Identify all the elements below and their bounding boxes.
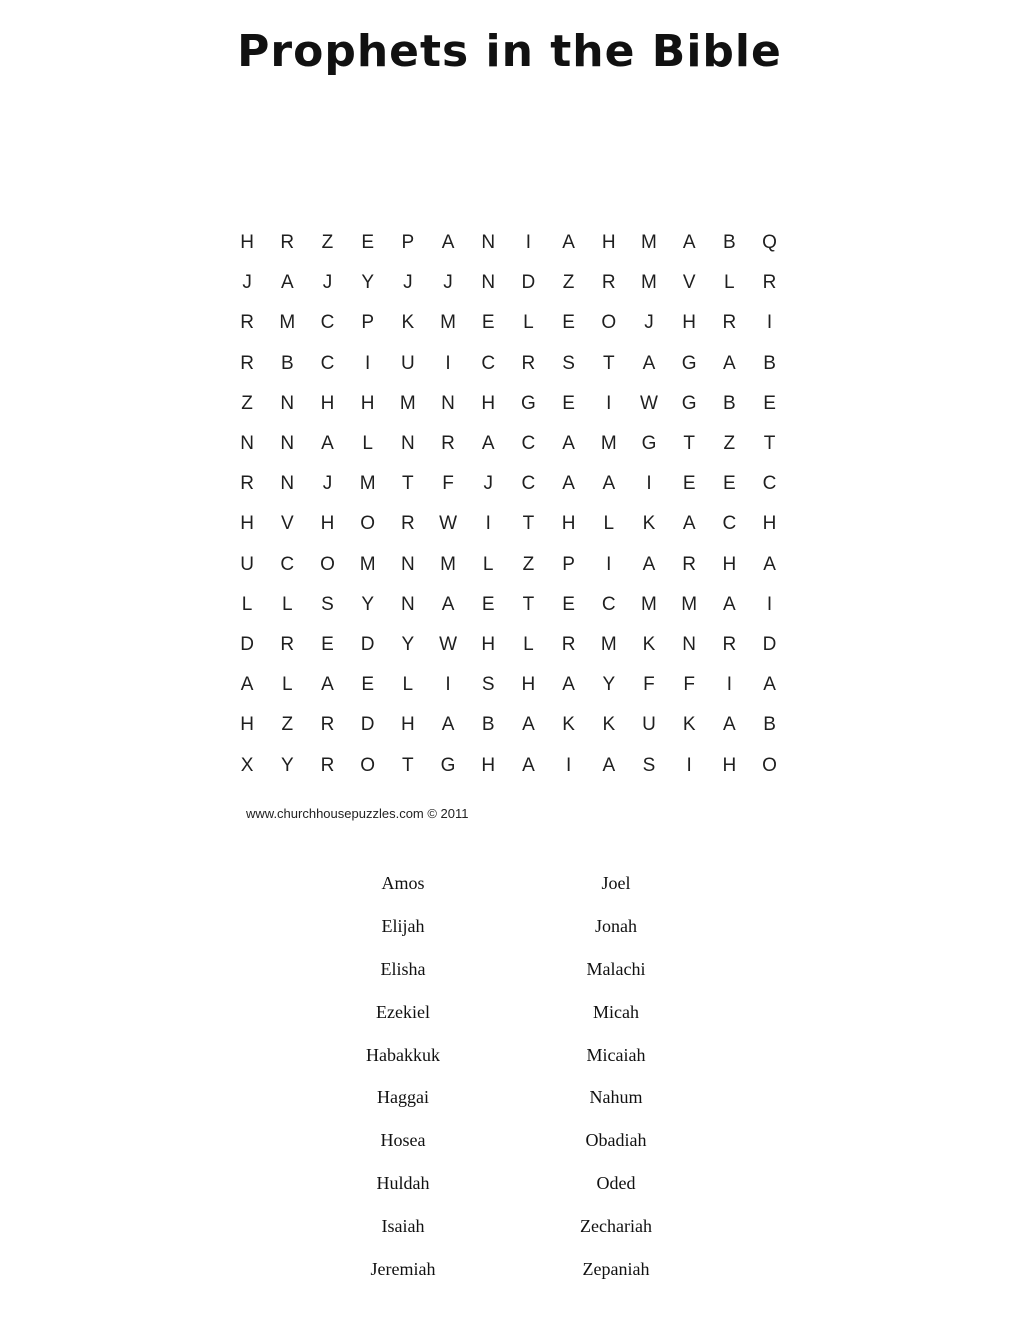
grid-letter: A — [522, 754, 535, 776]
grid-letter: P — [401, 232, 415, 254]
grid-letter: S — [321, 593, 334, 615]
grid-letter: C — [320, 312, 335, 334]
grid-letter: H — [481, 754, 496, 776]
grid-letter: A — [562, 473, 575, 495]
grid-letter: N — [400, 553, 415, 575]
grid-letter: B — [723, 392, 736, 414]
word-list-item: Jonah — [595, 915, 637, 936]
word-list-item: Huldah — [376, 1173, 430, 1194]
grid-letter: M — [681, 593, 698, 615]
grid-letter: P — [361, 312, 374, 334]
grid-letter: A — [723, 714, 736, 736]
grid-letter: E — [723, 473, 736, 495]
grid-letter: W — [640, 392, 658, 414]
grid-letter: R — [280, 633, 295, 655]
grid-letter: R — [240, 312, 254, 334]
grid-letter: S — [562, 352, 575, 374]
grid-letter: K — [682, 714, 696, 736]
grid-letter: R — [682, 553, 697, 575]
grid-letter: N — [441, 392, 455, 414]
grid-letter: W — [439, 633, 457, 655]
grid-letter: P — [562, 553, 575, 575]
grid-letter: T — [522, 593, 535, 615]
grid-letter: S — [481, 674, 495, 696]
grid-letter: M — [279, 312, 296, 334]
grid-letter: V — [682, 272, 696, 294]
grid-letter: A — [280, 272, 294, 294]
grid-letter: B — [280, 352, 294, 374]
grid-letter: Z — [562, 272, 575, 294]
grid-letter: A — [321, 674, 334, 696]
grid-letter: Z — [321, 232, 334, 254]
grid-letter: M — [600, 433, 617, 455]
grid-letter: I — [726, 674, 732, 696]
grid-letter: N — [280, 433, 295, 455]
grid-letter: J — [443, 272, 453, 294]
word-list-item: Nahum — [589, 1087, 643, 1108]
grid-letter: H — [320, 392, 335, 414]
grid-letter: A — [562, 232, 575, 254]
grid-letter: U — [642, 714, 656, 736]
word-list-item: Ezekiel — [376, 1001, 430, 1022]
grid-letter: Z — [281, 714, 294, 736]
grid-letter: I — [365, 352, 371, 374]
grid-letter: F — [643, 674, 655, 696]
grid-letter: M — [440, 312, 456, 334]
grid-letter: A — [763, 674, 776, 696]
grid-letter: I — [606, 392, 612, 414]
grid-letter: G — [681, 392, 697, 414]
grid-letter: M — [641, 593, 657, 615]
grid-letter: N — [280, 473, 295, 495]
grid-letter: Y — [280, 754, 294, 776]
grid-letter: M — [399, 392, 416, 414]
grid-letter: N — [682, 633, 697, 655]
word-list-item: Micaiah — [586, 1044, 646, 1065]
word-list-item: Habakkuk — [366, 1044, 440, 1065]
grid-letter: X — [240, 754, 254, 776]
grid-letter: E — [361, 674, 374, 696]
grid-letter: H — [240, 513, 254, 535]
grid-letter: E — [682, 473, 696, 495]
word-list-item: Obadiah — [585, 1130, 647, 1151]
grid-letter: M — [359, 553, 376, 575]
grid-letter: R — [240, 352, 254, 374]
grid-letter: Z — [723, 433, 736, 455]
grid-letter: A — [562, 433, 575, 455]
grid-letter: N — [400, 593, 415, 615]
grid-letter: J — [322, 272, 333, 294]
grid-letter: M — [359, 473, 376, 495]
grid-letter: I — [445, 352, 451, 374]
grid-letter: R — [320, 754, 335, 776]
grid-letter: F — [683, 674, 695, 696]
grid-letter: O — [320, 553, 335, 575]
grid-letter: A — [562, 674, 575, 696]
grid-letter: A — [763, 553, 776, 575]
grid-letter: A — [321, 433, 334, 455]
grid-letter: Z — [522, 553, 535, 575]
grid-letter: A — [441, 593, 455, 615]
grid-letter: L — [482, 553, 494, 575]
grid-letter: H — [240, 232, 254, 254]
grid-letter: H — [722, 754, 737, 776]
grid-letter: I — [646, 473, 652, 495]
grid-letter: T — [683, 433, 695, 455]
grid-letter: G — [641, 433, 657, 455]
grid-letter: Z — [241, 392, 253, 414]
grid-letter: R — [601, 272, 616, 294]
grid-letter: A — [441, 714, 455, 736]
grid-letter: E — [562, 392, 575, 414]
word-list-item: Elijah — [381, 915, 425, 936]
grid-letter: R — [400, 513, 415, 535]
grid-letter: R — [441, 433, 455, 455]
grid-letter: I — [766, 312, 773, 334]
grid-letter: V — [280, 513, 294, 535]
grid-letter: A — [723, 352, 736, 374]
grid-letter: A — [682, 232, 696, 254]
grid-letter: J — [403, 272, 413, 294]
grid-letter: I — [606, 553, 612, 575]
grid-letter: K — [401, 312, 415, 334]
grid-letter: K — [642, 513, 656, 535]
grid-letter: M — [641, 232, 657, 254]
grid-letter: R — [240, 473, 254, 495]
grid-letter: A — [522, 714, 535, 736]
grid-letter: N — [481, 232, 496, 254]
grid-letter: L — [523, 633, 534, 655]
grid-letter: M — [641, 272, 657, 294]
grid-letter: R — [521, 352, 536, 374]
word-list-item: Amos — [381, 872, 425, 893]
grid-letter: G — [440, 754, 456, 776]
grid-letter: C — [601, 593, 616, 615]
grid-letter: S — [642, 754, 656, 776]
grid-letter: H — [762, 513, 777, 535]
grid-letter: A — [642, 352, 656, 374]
grid-letter: B — [763, 352, 776, 374]
grid-letter: H — [481, 392, 496, 414]
word-list-item: Joel — [601, 872, 631, 893]
grid-letter: L — [724, 272, 735, 294]
word-list-item: Hosea — [380, 1130, 426, 1151]
grid-letter: E — [361, 232, 374, 254]
grid-letter: D — [521, 272, 536, 294]
word-list-right — [506, 862, 726, 1291]
grid-letter: M — [440, 553, 456, 575]
grid-letter: C — [320, 352, 335, 374]
grid-letter: Y — [602, 674, 616, 696]
grid-letter: A — [481, 433, 495, 455]
grid-letter: A — [441, 232, 455, 254]
grid-letter: R — [762, 272, 777, 294]
grid-letter: G — [681, 352, 697, 374]
grid-letter: R — [722, 633, 737, 655]
grid-letter: C — [521, 433, 536, 455]
grid-letter: H — [320, 513, 335, 535]
grid-letter: D — [360, 633, 375, 655]
grid-letter: N — [481, 272, 496, 294]
grid-letter: N — [240, 433, 254, 455]
grid-letter: H — [240, 714, 254, 736]
grid-letter: T — [522, 513, 535, 535]
grid-letter: D — [240, 633, 254, 655]
copyright-text: www.churchhousepuzzles.com © 2011 — [246, 806, 469, 821]
grid-letter: B — [481, 714, 495, 736]
grid-letter: U — [400, 352, 415, 374]
grid-letter: K — [602, 714, 616, 736]
grid-letter: L — [281, 593, 293, 615]
grid-letter: T — [602, 352, 615, 374]
grid-letter: I — [766, 593, 773, 615]
grid-letter: I — [686, 754, 692, 776]
grid-letter: L — [603, 513, 615, 535]
grid-letter: C — [521, 473, 536, 495]
grid-letter: H — [521, 674, 536, 696]
grid-letter: Y — [361, 593, 374, 615]
grid-letter: T — [402, 473, 414, 495]
grid-letter: C — [722, 513, 737, 535]
grid-letter: C — [481, 352, 496, 374]
word-list-item: Jeremiah — [370, 1258, 436, 1279]
word-list-item: Malachi — [586, 958, 646, 979]
grid-letter: O — [360, 754, 376, 776]
grid-letter: B — [723, 232, 736, 254]
grid-letter: L — [362, 433, 373, 455]
grid-letter: O — [762, 754, 777, 776]
grid-letter: G — [521, 392, 536, 414]
grid-letter: R — [320, 714, 335, 736]
grid-letter: L — [523, 312, 534, 334]
grid-letter: A — [240, 674, 254, 696]
grid-letter: E — [321, 633, 334, 655]
grid-letter: C — [762, 473, 777, 495]
grid-letter: L — [241, 593, 253, 615]
grid-letter: N — [400, 433, 415, 455]
grid-letter: H — [360, 392, 375, 414]
grid-letter: A — [682, 513, 696, 535]
grid-letter: E — [481, 312, 495, 334]
grid-letter: E — [562, 312, 575, 334]
grid-letter: K — [642, 633, 656, 655]
grid-letter: J — [322, 473, 333, 495]
grid-letter: E — [763, 392, 776, 414]
word-list-item: Zechariah — [580, 1216, 652, 1237]
grid-letter: Y — [361, 272, 374, 294]
grid-letter: E — [481, 593, 495, 615]
grid-letter: J — [242, 272, 252, 294]
grid-letter: W — [439, 513, 457, 535]
grid-letter: R — [561, 633, 576, 655]
grid-letter: Y — [401, 633, 415, 655]
grid-letter: H — [481, 633, 496, 655]
grid-letter: T — [763, 433, 776, 455]
grid-letter: I — [565, 754, 572, 776]
grid-letter: O — [601, 312, 617, 334]
grid-letter: A — [642, 553, 656, 575]
word-list-item: Zepaniah — [582, 1258, 650, 1279]
grid-letter: A — [602, 473, 616, 495]
grid-letter: L — [281, 674, 293, 696]
word-list-item: Haggai — [377, 1087, 429, 1108]
word-list-item: Isaiah — [381, 1216, 425, 1237]
word-search-grid — [227, 223, 790, 786]
grid-letter: K — [562, 714, 575, 736]
grid-letter: I — [485, 513, 491, 535]
grid-letter: F — [442, 473, 454, 495]
grid-letter: A — [602, 754, 616, 776]
grid-letter: R — [280, 232, 295, 254]
grid-letter: H — [601, 232, 616, 254]
grid-letter: C — [280, 553, 295, 575]
grid-letter: I — [525, 232, 532, 254]
grid-letter: J — [644, 312, 654, 334]
word-list-item: Micah — [593, 1001, 639, 1022]
grid-letter: M — [600, 633, 617, 655]
grid-letter: H — [722, 553, 737, 575]
page-title: Prophets in the Bible — [237, 26, 782, 77]
word-list-item: Elisha — [380, 958, 426, 979]
grid-letter: T — [402, 754, 414, 776]
grid-letter: H — [561, 513, 576, 535]
grid-letter: A — [723, 593, 736, 615]
grid-letter: H — [400, 714, 415, 736]
grid-letter: U — [240, 553, 254, 575]
grid-letter: L — [402, 674, 414, 696]
grid-letter: I — [445, 674, 451, 696]
word-list-left — [293, 862, 513, 1291]
grid-letter: D — [762, 633, 777, 655]
grid-letter: Q — [762, 232, 777, 254]
grid-letter: B — [763, 714, 776, 736]
grid-letter: J — [483, 473, 493, 495]
grid-letter: E — [562, 593, 575, 615]
word-list-item: Oded — [596, 1173, 636, 1194]
grid-letter: D — [360, 714, 375, 736]
grid-letter: H — [682, 312, 697, 334]
grid-letter: O — [360, 513, 376, 535]
grid-letter: R — [722, 312, 737, 334]
grid-letter: N — [280, 392, 295, 414]
